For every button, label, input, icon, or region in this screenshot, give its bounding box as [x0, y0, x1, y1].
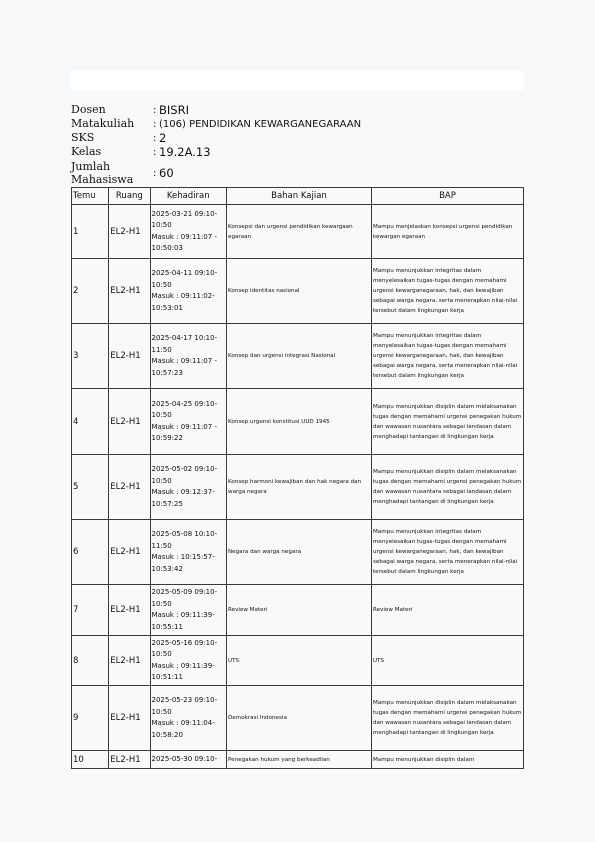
bap-cell: Mampu menunjukkan integritas dalam menyelesaikan tugas-tugas dengan memahami urgensi kewarganegaraan, hak, dan kewajiban sebagai warga negara, serta menerapkan nilai-nilai tersebut dalam lingkungan kerja	[371, 324, 523, 389]
table-row	[72, 520, 524, 585]
table-header-row	[72, 188, 524, 205]
dosen-label: Dosen	[71, 103, 106, 116]
masuk-text: Masuk : 09:11:07 - 10:57:23	[151, 357, 217, 377]
temu-cell: 7	[72, 585, 109, 636]
bahan-cell: Negara dan warga negara	[227, 520, 372, 585]
separator: :	[153, 167, 157, 179]
temu-cell: 4	[72, 389, 109, 455]
jumlah-label	[71, 160, 153, 186]
kehadiran-cell	[150, 259, 227, 324]
table-row	[72, 686, 524, 751]
attendance-table	[71, 187, 524, 769]
jadwal-text: 2025-04-25 09:10-10:50	[151, 399, 218, 419]
ruang-cell: EL2-H1	[109, 259, 150, 324]
bap-cell: Mampu menunjukkan integritas dalam menyelesaikan tugas-tugas dengan memahami urgensi kewarganegaraan, hak, dan kewajiban sebagai warga negara, serta menerapkan nilai-nilai tersebut dalam lingkungan kerja	[371, 520, 523, 585]
jumlah-label-line1: Jumlah	[71, 160, 111, 173]
kehadiran-cell	[150, 389, 227, 455]
table-row	[72, 389, 524, 455]
kehadiran-cell	[150, 520, 227, 585]
jadwal-text: 2025-04-11 09:10-10:50	[151, 269, 218, 289]
jadwal-text: 2025-05-02 09:10-10:50	[151, 465, 218, 485]
separator: :	[153, 132, 157, 144]
jumlah-value: 60	[159, 166, 174, 180]
separator: :	[153, 118, 157, 130]
masuk-text: Masuk : 09:11:04-10:58:20	[151, 719, 215, 739]
bahan-cell: Konsep dan urgensi integrasi Nasional	[227, 324, 372, 389]
dosen-row	[71, 103, 524, 117]
masuk-text: Masuk : 09:11:02-10:53:01	[151, 292, 215, 312]
ruang-cell: EL2-H1	[109, 585, 150, 636]
matakuliah-label: Matakuliah	[71, 117, 135, 130]
table-row	[72, 455, 524, 520]
bap-cell: Review Materi	[371, 585, 523, 636]
header-bahan-kajian: Bahan Kajian	[227, 188, 372, 205]
kelas-value: 19.2A.13	[159, 145, 211, 159]
table-row	[72, 751, 524, 769]
temu-cell: 1	[72, 205, 109, 259]
matakuliah-value: (106) PENDIDIKAN KEWARGANEGARAAN	[159, 118, 362, 130]
header-ruang: Ruang	[109, 188, 150, 205]
kehadiran-cell	[150, 324, 227, 389]
matakuliah-row	[71, 117, 524, 131]
masuk-text: Masuk : 10:15:57-10:53:42	[151, 553, 215, 573]
masuk-text: Masuk : 09:11:39-10:55:11	[151, 611, 215, 631]
kehadiran-cell	[150, 686, 227, 751]
bahan-cell: Review Materi	[227, 585, 372, 636]
bap-cell: Mampu menunjukkan disiplin dalam	[371, 751, 523, 769]
kehadiran-cell	[150, 455, 227, 520]
kelas-label: Kelas	[71, 145, 102, 158]
jadwal-text: 2025-04-17 10:10-11:50	[151, 334, 218, 354]
sks-label: SKS	[71, 131, 95, 144]
bahan-cell: Konsep harmoni kewajiban dan hak negara dan warga negara	[227, 455, 372, 520]
bap-cell: Mampu menunjukkan disiplin dalam melaksanakan tugas dengan memahami urgensi penegakan hukum dan wawasan nusantara sebagai landasan dalam menghadapi tantangan di lingkungan kerja	[371, 389, 523, 455]
jadwal-text: 2025-05-08 10:10-11:50	[151, 530, 218, 550]
kelas-row	[71, 145, 524, 159]
ruang-cell: EL2-H1	[109, 751, 150, 769]
kehadiran-cell	[150, 205, 227, 259]
temu-cell: 5	[72, 455, 109, 520]
table-row	[72, 259, 524, 324]
page-header-bar	[71, 71, 524, 90]
jadwal-text: 2025-05-30 09:10-	[151, 754, 218, 763]
temu-cell: 2	[72, 259, 109, 324]
header-bap: BAP	[371, 188, 523, 205]
separator: :	[153, 146, 157, 158]
table-row	[72, 636, 524, 686]
bap-cell: Mampu menjelaskan konsepsi urgensi pendidikan kewargan egaraan	[371, 205, 523, 259]
jumlah-row	[71, 159, 524, 187]
jadwal-text: 2025-05-16 09:10-10:50	[151, 638, 218, 658]
header-kehadiran: Kehadiran	[150, 188, 227, 205]
bap-cell: UTS	[371, 636, 523, 686]
masuk-text: Masuk : 09:11:07 - 10:50:03	[151, 232, 217, 252]
table-row	[72, 585, 524, 636]
ruang-cell: EL2-H1	[109, 455, 150, 520]
temu-cell: 6	[72, 520, 109, 585]
table-row	[72, 205, 524, 259]
temu-cell: 8	[72, 636, 109, 686]
bap-cell: Mampu menunjukkan disiplin dalam melaksanakan tugas dengan memahami urgensi penegakan hukum dan wawasan nusantara sebagai landasan dalam menghadapi tantangan di lingkungan kerja	[371, 455, 523, 520]
kehadiran-cell	[150, 585, 227, 636]
masuk-text: Masuk : 09:11:39-10:51:11	[151, 661, 215, 681]
bahan-cell: Konsep identitas nasional	[227, 259, 372, 324]
bahan-cell: Demokrasi Indonesia	[227, 686, 372, 751]
dosen-value: BISRI	[159, 103, 189, 117]
ruang-cell: EL2-H1	[109, 205, 150, 259]
bahan-cell: UTS	[227, 636, 372, 686]
sks-row	[71, 131, 524, 145]
jadwal-text: 2025-05-23 09:10-10:50	[151, 696, 218, 716]
bahan-cell: Penegakan hukum yang berkeadilan	[227, 751, 372, 769]
jumlah-label-line2: Mahasiswa	[71, 173, 134, 186]
bap-cell: Mampu menunjukkan disiplin dalam melaksanakan tugas dengan memahami urgensi penegakan hukum dan wawasan nusantara sebagai landasan dalam menghadapi tantangan di lingkungan kerja	[371, 686, 523, 751]
sks-value: 2	[159, 131, 167, 145]
temu-cell: 10	[72, 751, 109, 769]
ruang-cell: EL2-H1	[109, 324, 150, 389]
kehadiran-cell	[150, 751, 227, 769]
temu-cell: 3	[72, 324, 109, 389]
course-info	[71, 103, 524, 187]
masuk-text: Masuk : 09:11:07 - 10:59:22	[151, 422, 217, 442]
ruang-cell: EL2-H1	[109, 686, 150, 751]
bap-cell: Mampu menunjukkan integritas dalam menyelesaikan tugas-tugas dengan memahami urgensi kewarganegaraan, hak, dan kewajiban sebagai warga negara, serta menerapkan nilai-nilai tersebut dalam lingkungan kerja	[371, 259, 523, 324]
kehadiran-cell	[150, 636, 227, 686]
jadwal-text: 2025-03-21 09:10-10:50	[151, 209, 218, 229]
separator: :	[153, 104, 157, 116]
ruang-cell: EL2-H1	[109, 520, 150, 585]
jadwal-text: 2025-05-09 09:10-10:50	[151, 588, 218, 608]
bahan-cell: Konsep urgensi konstitusi UUD 1945	[227, 389, 372, 455]
header-temu: Temu	[72, 188, 109, 205]
ruang-cell: EL2-H1	[109, 636, 150, 686]
temu-cell: 9	[72, 686, 109, 751]
masuk-text: Masuk : 09:12:37-10:57:25	[151, 488, 215, 508]
bahan-cell: Konsepsi dan urgensi pendidikan kewargaan egaraan	[227, 205, 372, 259]
table-row	[72, 324, 524, 389]
ruang-cell: EL2-H1	[109, 389, 150, 455]
